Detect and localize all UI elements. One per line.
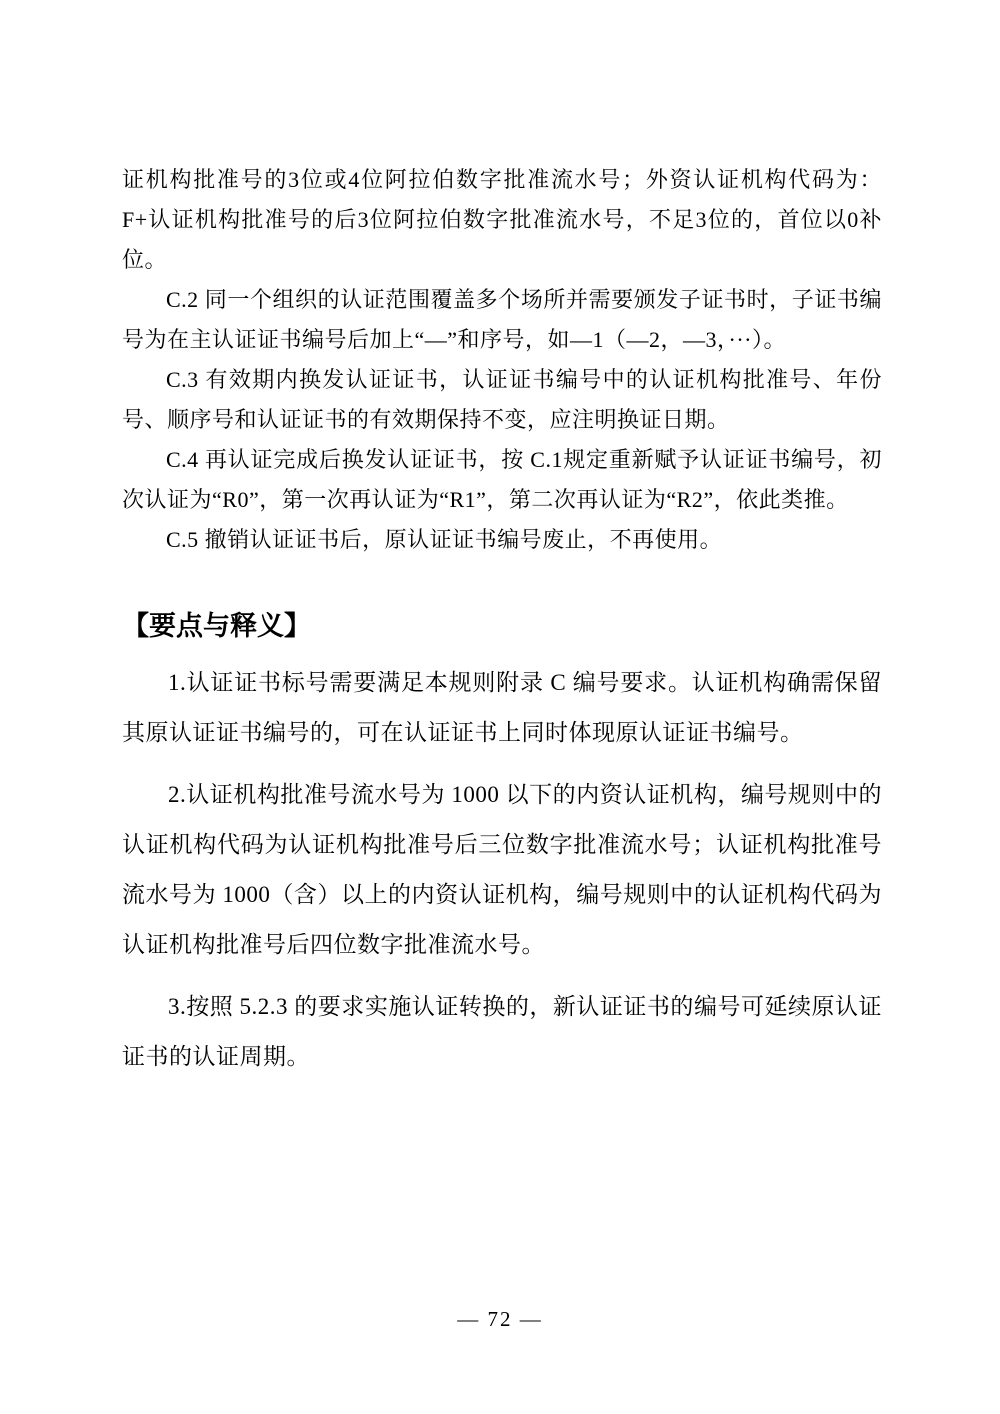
page-number: — 72 — [457,1307,543,1331]
appendix-paragraph-c5: C.5 撤销认证证书后，原认证证书编号废止，不再使用。 [166,527,723,552]
page-content [122,160,882,1082]
appendix-paragraph-continuation: 证机构批准号的3位或4位阿拉伯数字批准流水号；外资认证机构代码为：F+认证机构批准号的后3位阿拉伯数字批准流水号，不足3位的，首位以0补位。 [122,167,882,272]
key-point-item-1: 1.认证证书标号需要满足本规则附录 C 编号要求。认证机构确需保留其原认证证书编号的，可在认证证书上同时体现原认证证书编号。 [122,670,882,745]
key-point-item-3: 3.按照 5.2.3 的要求实施认证转换的，新认证证书的编号可延续原认证证书的认证周期。 [122,994,882,1069]
key-points-heading: 【要点与释义】 [122,611,311,641]
appendix-paragraph-c2: C.2 同一个组织的认证范围覆盖多个场所并需要颁发子证书时，子证书编号为在主认证证书编号后加上“—”和序号，如—1（—2，—3，···）。 [122,287,882,352]
appendix-paragraph-c4: C.4 再认证完成后换发认证证书，按 C.1规定重新赋予认证证书编号，初次认证为“R0”，第一次再认证为“R1”，第二次再认证为“R2”，依此类推。 [122,447,882,512]
appendix-paragraph-c3: C.3 有效期内换发认证证书，认证证书编号中的认证机构批准号、年份号、顺序号和认证证书的有效期保持不变，应注明换证日期。 [122,367,882,432]
key-point-item-2: 2.认证机构批准号流水号为 1000 以下的内资认证机构，编号规则中的认证机构代码为认证机构批准号后三位数字批准流水号；认证机构批准号流水号为 1000（含）以上的内资认证机构，编号规则中的认证机构代码为认证机构批准号后四位数字批准流水号。 [122,782,882,957]
